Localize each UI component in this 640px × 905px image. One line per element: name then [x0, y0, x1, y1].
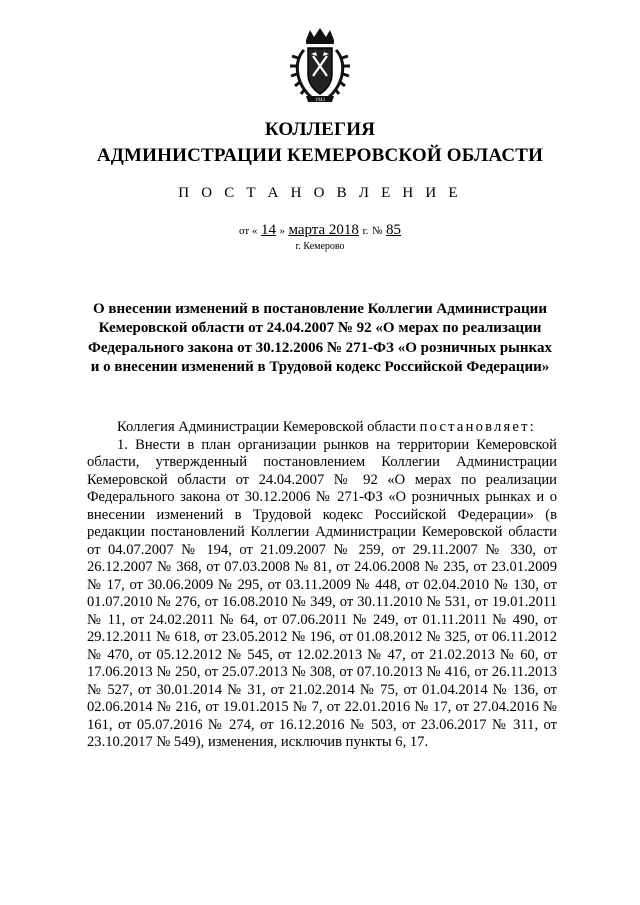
document-body — [87, 419, 557, 752]
document-title — [0, 300, 640, 377]
document-type: П О С Т А Н О В Л Е Н И Е — [178, 185, 462, 201]
date-day: 14 — [260, 222, 276, 238]
emblem-inscription: 1943 — [315, 98, 325, 103]
city: г. Кемерово — [295, 241, 345, 252]
org-title-line1: КОЛЛЕГИЯ — [264, 119, 376, 140]
org-title-line2: АДМИНИСТРАЦИИ КЕМЕРОВСКОЙ ОБЛАСТИ — [96, 145, 544, 166]
intro-line — [87, 419, 557, 437]
intro-verb: постановляет: — [419, 419, 536, 435]
date-number-line — [0, 222, 640, 239]
title-line: и о внесении изменений в Трудовой кодекс Российской Федерации» — [90, 358, 550, 375]
date-prefix: от « — [239, 225, 258, 237]
kemerovo-coat-of-arms-icon — [288, 26, 352, 108]
date-year-suffix: г. — [362, 225, 369, 237]
number-label: № — [371, 225, 383, 237]
title-line: О внесении изменений в постановление Коллегии Администрации — [93, 301, 547, 317]
document-number: 85 — [385, 222, 401, 238]
intro-text: Коллегия Администрации Кемеровской области — [117, 419, 416, 435]
title-line: Федерального закона от 30.12.2006 № 271-ФЗ «О розничных рынках — [88, 339, 552, 356]
date-mid: » — [279, 225, 285, 237]
paragraph-1: 1. Внести в план организации рынков на территории Кемеровской области, утвержденный постановлением Коллегии Администрации Кемеровской области от 24.04.2007 № 92 «О мерах по реализации Федерального закона от 30.12.2006 № 271-ФЗ «О розничных рынках и о внесении изменений в Трудовой кодекс Российской Федерации» (в редакции постановлений Коллегии Администрации Кемеровской области от 04.07.2007 № 194, от 21.09.2007 № 259, от 29.11.2007 № 330, от 26.12.2007 № 368, от 07.03.2008 № 81, от 24.06.2008 № 235, от 23.01.2009 № 17, от 30.06.2009 № 295, от 03.11.2009 № 448, от 02.04.2010 № 130, от 01.07.2010 № 276, от 16.08.2010 № 349, от 30.11.2010 № 531, от 19.01.2011 № 11, от 24.02.2011 № 64, от 07.06.2011 № 249, от 01.11.2011 № 490, от 29.12.2011 № 618, от 23.05.2012 № 196, от 01.08.2012 № 325, от 06.11.2012 № 470, от 05.12.2012 № 545, от 12.02.2013 № 47, от 21.02.2013 № 60, от 17.06.2013 № 250, от 25.07.2013 № 308, от 07.10.2013 № 416, от 26.11.2013 № 527, от 30.01.2014 № 31, от 21.02.2014 № 75, от 01.04.2014 № 136, от 02.06.2014 № 216, от 19.01.2015 № 7, от 22.01.2016 № 17, от 27.04.2016 № 161, от 05.07.2016 № 274, от 16.12.2016 № 503, от 23.06.2017 № 311, от 23.10.2017 № 549), изменения, исключив пункты 6, 17. — [87, 436, 557, 750]
coat-of-arms-emblem — [288, 26, 352, 108]
title-line: Кемеровской области от 24.04.2007 № 92 «О мерах по реализации — [98, 320, 542, 337]
date-month-year: марта 2018 — [288, 222, 359, 238]
